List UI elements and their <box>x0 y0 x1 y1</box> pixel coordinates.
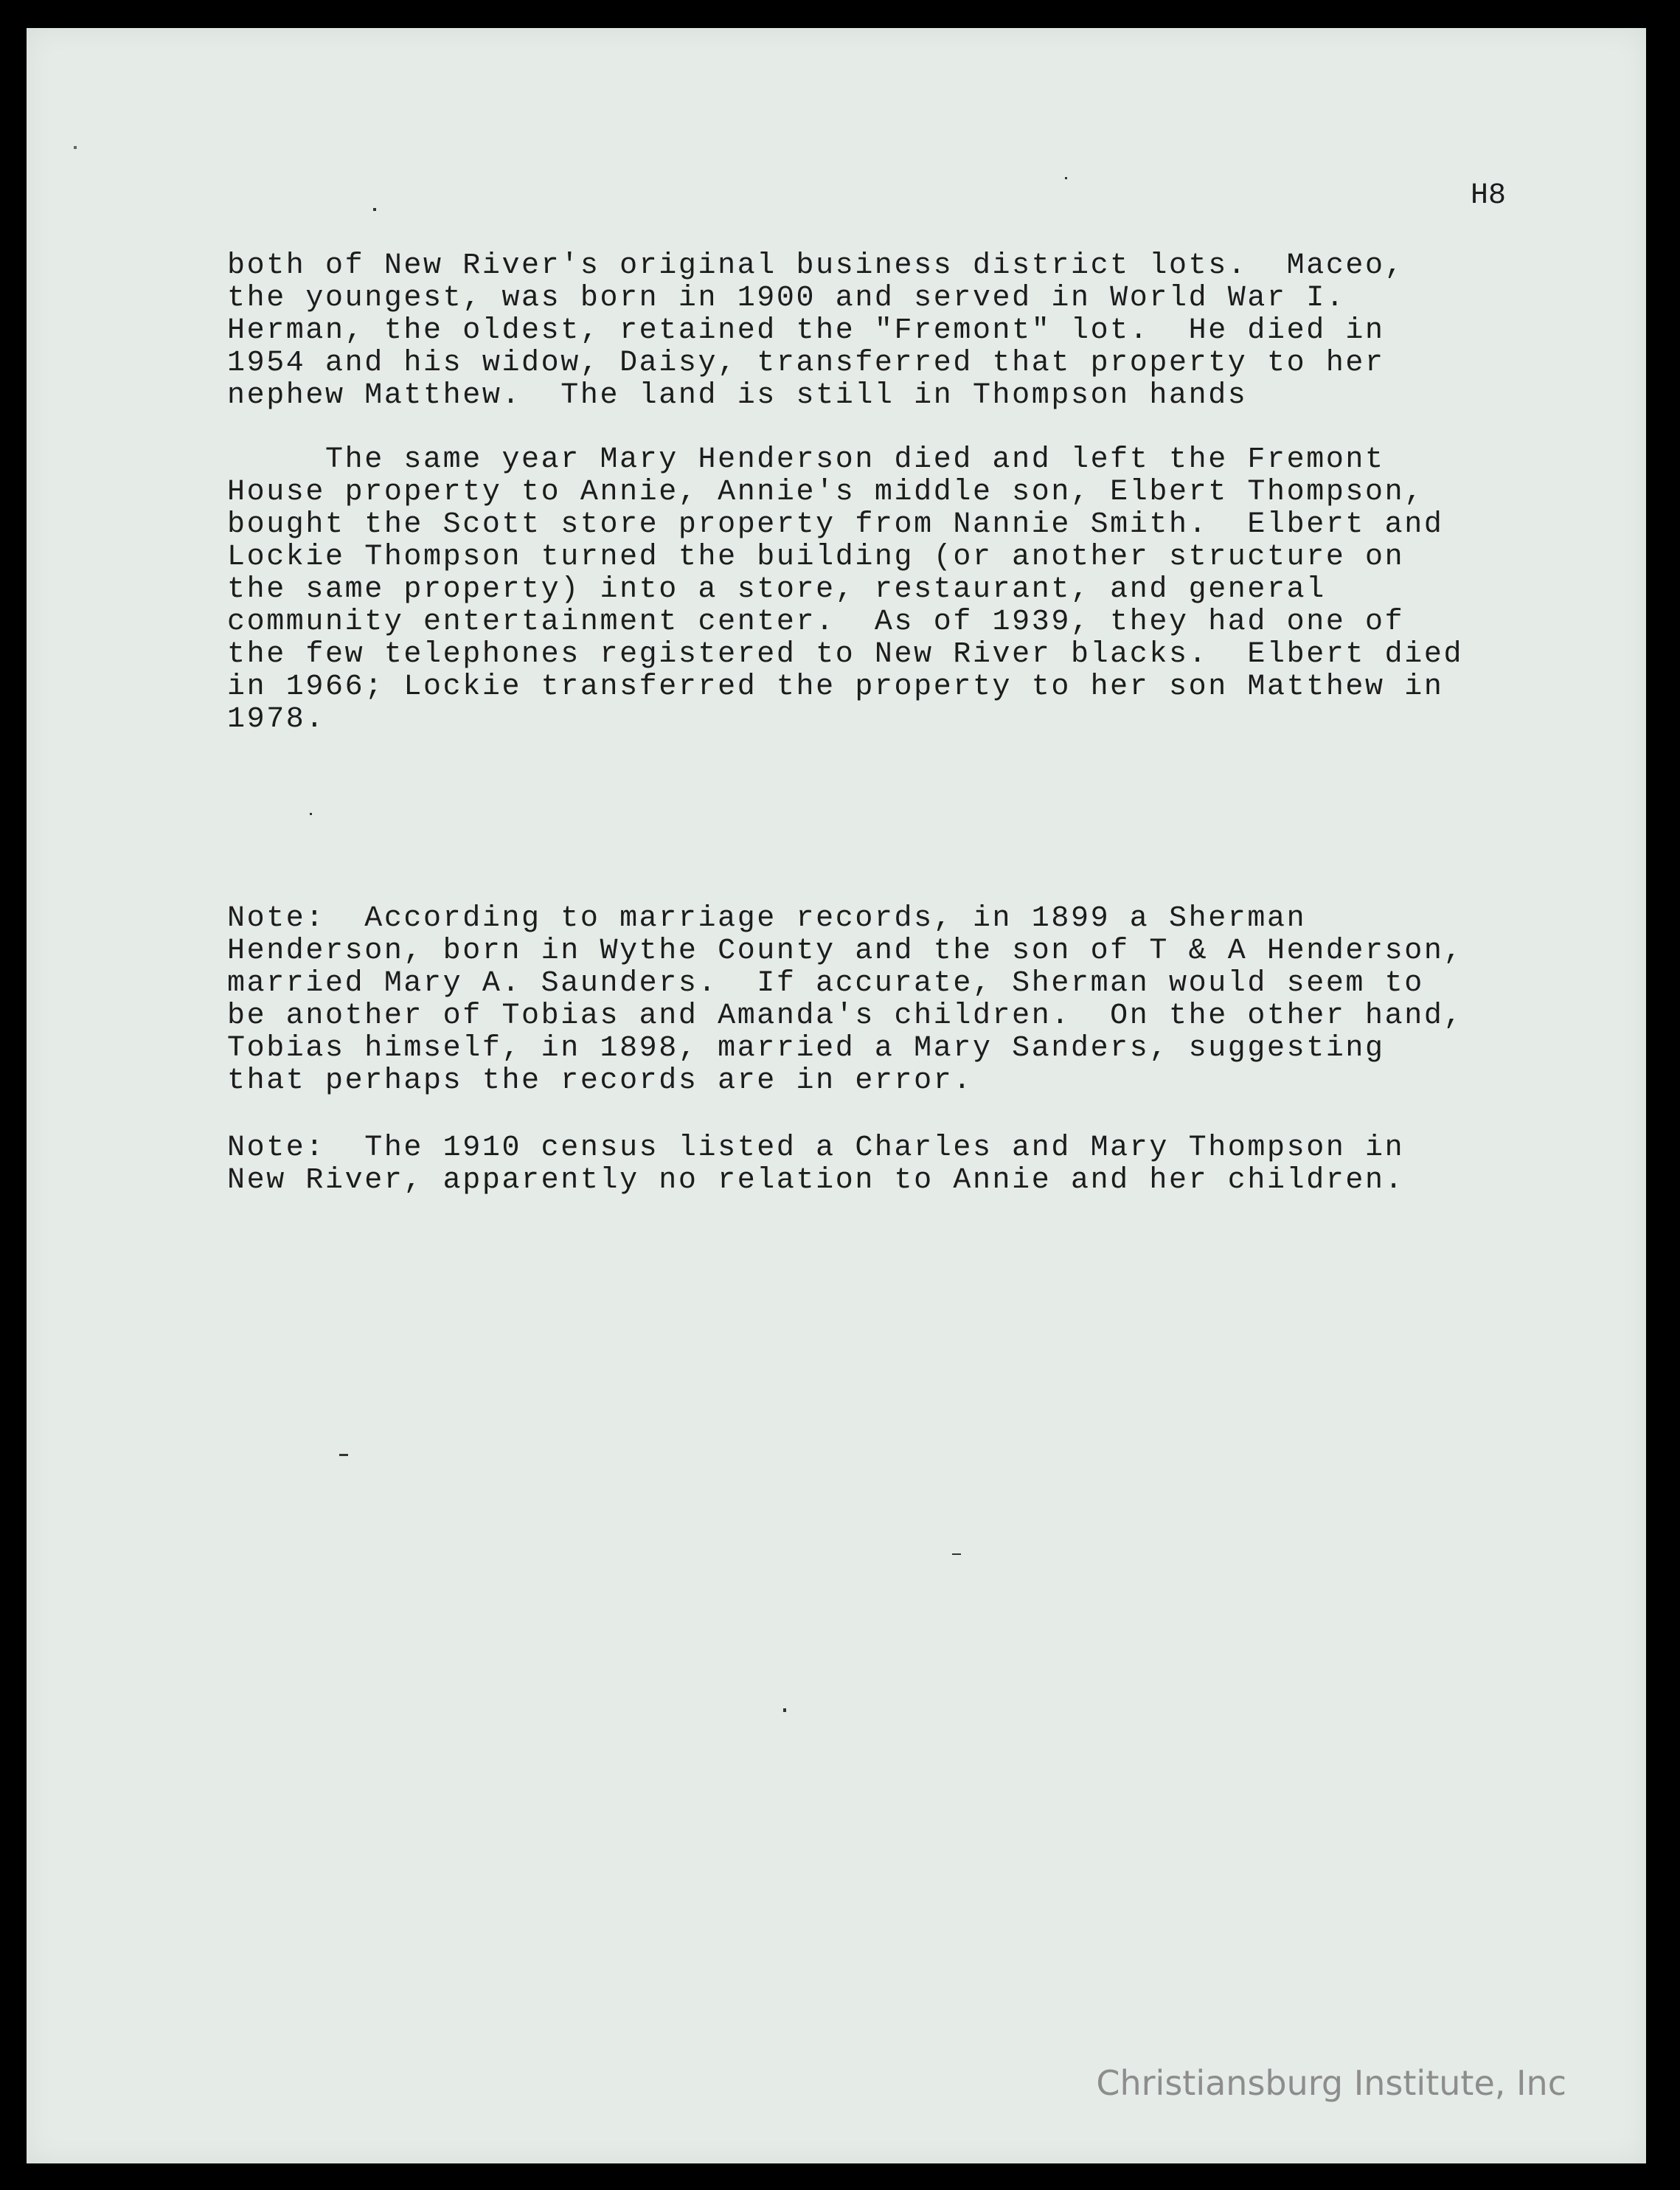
paragraph-business-lots: both of New River's original business district lots. Maceo, the youngest, was born in 1900 and served in World War I. Herman, the oldest, retained the "Fremont" lot. He died in 1954 and his widow, Daisy, transferred that property to her nephew Matthew. The land is still in Thompson hands <box>227 249 1405 412</box>
watermark: Christiansburg Institute, Inc <box>1096 2063 1566 2103</box>
paper-speck <box>373 208 376 211</box>
scan-speck <box>74 146 77 149</box>
document-page <box>27 28 1646 2163</box>
paper-speck <box>952 1553 961 1555</box>
page-number: H8 <box>1470 179 1506 212</box>
paper-speck <box>310 813 312 815</box>
note-1910-census: Note: The 1910 census listed a Charles and Mary Thompson in New River, apparently no relation to Annie and her children. <box>227 1132 1405 1197</box>
paper-speck <box>1065 177 1067 179</box>
note-marriage-records: Note: According to marriage records, in 1899 a Sherman Henderson, born in Wythe County and the son of T & A Henderson, married Mary A. Saunders. If accurate, Sherman would seem to be another of Tobias and Amanda's children. On the other hand, Tobias himself, in 1898, married a Mary Sanders, suggesting that perhaps the records are in error. <box>227 902 1464 1098</box>
paper-speck <box>339 1454 348 1456</box>
paragraph-scott-store: The same year Mary Henderson died and left the Fremont House property to Annie, Annie's middle son, Elbert Thompson, bought the Scott store property from Nannie Smith. Elbert and Lockie Thompson turned the building (or another structure on the same property) into a store, restaurant, and general community entertainment center. As of 1939, they had one of the few telephones registered to New River blacks. Elbert died in 1966; Lockie transferred the property to her son Matthew in 1978. <box>227 443 1464 736</box>
paper-speck <box>783 1708 786 1712</box>
